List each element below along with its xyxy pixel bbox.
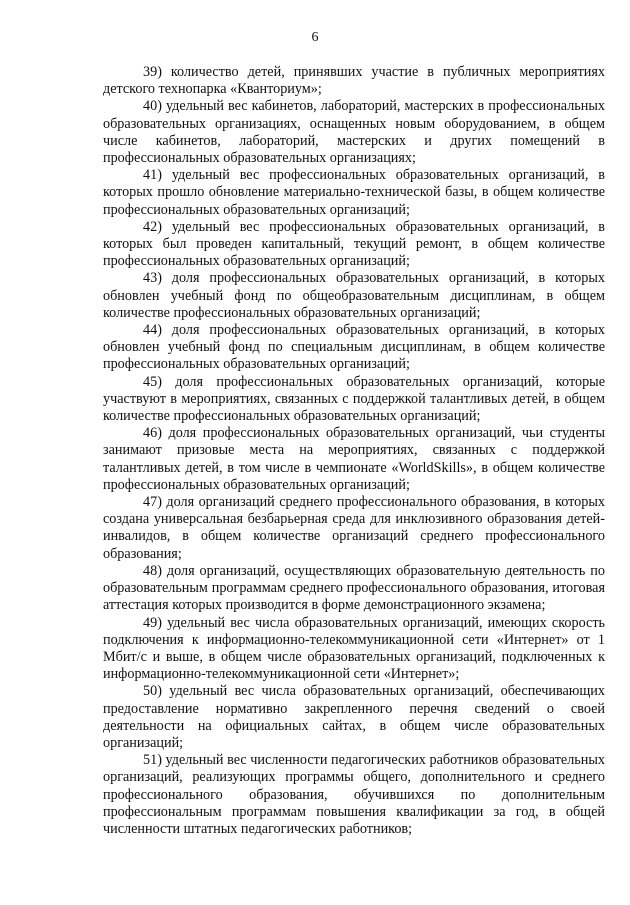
list-item: 45) доля профессиональных образовательных организаций, которые участвуют в мероприятиях, связанных с поддержкой талантливых детей, в общем количестве профессиональных образовательных организаций;	[103, 373, 605, 425]
page-number: 6	[311, 30, 319, 45]
list-item: 43) доля профессиональных образовательных организаций, в которых обновлен учебный фонд по общеобразовательным дисциплинам, в общем количестве профессиональных образовательных организаций;	[103, 270, 605, 321]
list-item: 51) удельный вес численности педагогических работников образовательных организаций, реализующих программы общего, дополнительного и среднего профессионального образования, обучившихся по дополнительным профессиональным программам повышения квалификации за год, в общей численности штатных педагогических работников;	[103, 752, 605, 837]
list-item: 41) удельный вес профессиональных образовательных организаций, в которых прошло обновление материально-технической базы, в общем количестве профессиональных образовательных организаций;	[103, 167, 605, 218]
list-item: 44) доля профессиональных образовательных организаций, в которых обновлен учебный фонд по специальным дисциплинам, в общем количестве профессиональных образовательных организаций;	[103, 322, 605, 373]
list-item: 49) удельный вес числа образовательных организаций, имеющих скорость подключения к информационно-телекоммуникационной сети «Интернет» от 1 Мбит/с и выше, в общем числе образовательных организаций, подключенных к информационно-телекоммуникационной сети «Интернет»;	[103, 614, 605, 683]
list-item: 42) удельный вес профессиональных образовательных организаций, в которых был проведен капитальный, текущий ремонт, в общем количестве профессиональных образовательных организаций;	[103, 218, 605, 270]
list-item: 50) удельный вес числа образовательных организаций, обеспечивающих предоставление нормативно закрепленного перечня сведений о своей деятельности на официальных сайтах, в общем числе образовательных организаций;	[103, 683, 605, 751]
list-item: 46) доля профессиональных образовательных организаций, чьи студенты занимают призовые места на мероприятиях, связанных с поддержкой талантливых детей, в том числе в чемпионате «WorldSkills», в общем количестве профессиональных образовательных организаций;	[103, 425, 605, 493]
list-item: 48) доля организаций, осуществляющих образовательную деятельность по образовательным программам среднего профессионального образования, итоговая аттестация которых производится в форме демонстрационного экзамена;	[103, 562, 605, 614]
indicator-list	[103, 64, 605, 838]
list-item: 39) количество детей, принявших участие в публичных мероприятиях детского технопарка «Кванториум»;	[103, 64, 605, 98]
list-item: 40) удельный вес кабинетов, лабораторий, мастерских в профессиональных образовательных организациях, оснащенных новым оборудованием, в общем числе кабинетов, лабораторий, мастерских и других помещений в профессиональных образовательных организациях;	[103, 98, 605, 167]
list-item: 47) доля организаций среднего профессионального образования, в которых создана универсальная безбарьерная среда для инклюзивного образования детей-инвалидов, в общем количестве организаций среднего профессионального образования;	[103, 494, 605, 562]
